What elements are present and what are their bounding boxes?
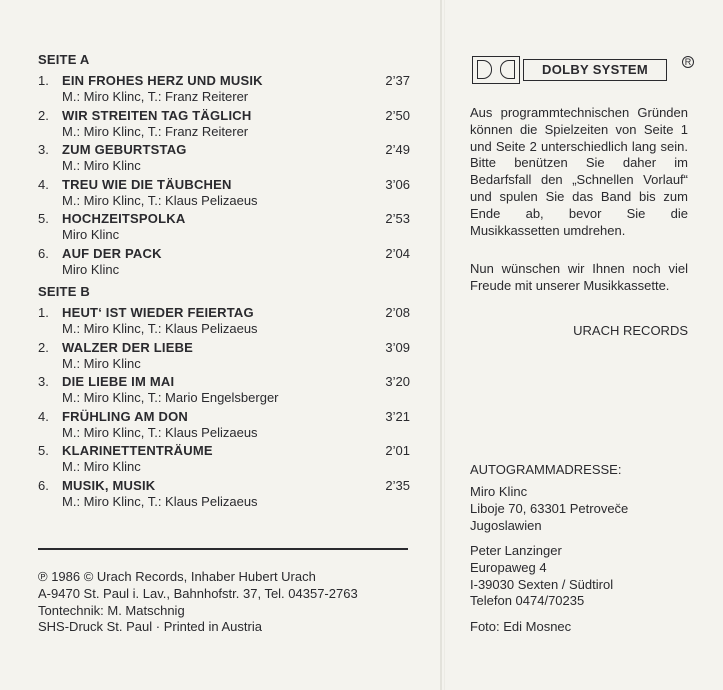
address-line: I-39030 Sexten / Südtirol — [470, 576, 614, 592]
track-row — [38, 374, 410, 409]
track-row — [38, 246, 410, 281]
track-title: DIE LIEBE IM MAI — [62, 374, 175, 389]
track-row — [38, 340, 410, 375]
track-row — [38, 305, 410, 340]
track-duration: 2’37 — [385, 73, 410, 88]
track-number: 3. — [38, 142, 49, 157]
track-title: KLARINETTENTRÄUME — [62, 443, 213, 458]
footer-copyright: ℗ 1986 © Urach Records, Inhaber Hubert Urach — [38, 569, 316, 584]
address-line: Jugoslawien — [470, 517, 542, 533]
track-credit: M.: Miro Klinc, T.: Klaus Pelizaeus — [62, 424, 258, 440]
track-credit: Miro Klinc — [62, 227, 120, 242]
track-credit: M.: Miro Klinc, T.: Mario Engelsberger — [62, 390, 279, 405]
track-duration: 2’53 — [385, 211, 410, 226]
autograph-address-manager — [470, 543, 613, 610]
track-row — [38, 478, 410, 513]
track-number: 4. — [38, 176, 49, 192]
track-row — [38, 409, 410, 444]
track-title: MUSIK, MUSIK — [62, 477, 156, 493]
fold-line-shadow — [444, 0, 445, 690]
track-credit: M.: Miro Klinc, T.: Franz Reiterer — [62, 89, 249, 104]
track-number: 2. — [38, 107, 49, 123]
side-a-tracks — [38, 73, 410, 280]
track-duration: 3’06 — [385, 176, 410, 192]
footer-engineer: Tontechnik: M. Matschnig — [38, 602, 185, 618]
track-credit: M.: Miro Klinc — [62, 158, 141, 173]
playtime-notice: Aus programmtechnischen Gründen können die Spielzeiten von Seite 1 und Seite 2 unterschiedlich lang sein. Bitte benützen Sie daher im Bedarfsfall den „Schnellen Vorlauf“ und spulen Sie das Band bis zum Ende ab, bevor Sie die Musikkassetten umdrehen. — [470, 105, 688, 238]
track-credit: M.: Miro Klinc, T.: Klaus Pelizaeus — [62, 321, 258, 336]
tracklist — [38, 52, 410, 512]
track-number: 5. — [38, 211, 49, 226]
dolby-double-d-icon — [472, 56, 520, 84]
autograph-address-artist — [470, 484, 628, 534]
track-row — [38, 443, 410, 478]
track-number: 1. — [38, 305, 49, 320]
track-number: 3. — [38, 374, 49, 389]
track-row — [38, 211, 410, 246]
address-line: Liboje 70, 63301 Petrovec̆e — [470, 500, 629, 516]
side-a-heading: SEITE A — [38, 52, 90, 67]
track-credit: M.: Miro Klinc — [62, 459, 141, 474]
track-credit: M.: Miro Klinc, T.: Franz Reiterer — [62, 123, 249, 139]
track-number: 2. — [38, 339, 49, 355]
track-duration: 2’04 — [385, 245, 410, 261]
track-title: EIN FROHES HERZ UND MUSIK — [62, 73, 263, 88]
track-duration: 3’20 — [385, 374, 410, 389]
side-b-heading: SEITE B — [38, 284, 90, 299]
photo-credit: Foto: Edi Mosnec — [470, 619, 572, 634]
track-number: 6. — [38, 477, 49, 493]
track-title: HEUT‘ IST WIEDER FEIERTAG — [62, 305, 254, 320]
track-credit: M.: Miro Klinc, T.: Klaus Pelizaeus — [62, 493, 258, 509]
track-number: 4. — [38, 408, 49, 424]
footer-printer: SHS-Druck St. Paul · Printed in Austria — [38, 619, 262, 635]
track-number: 1. — [38, 73, 49, 88]
divider-rule — [38, 548, 408, 550]
dolby-system-label: DOLBY SYSTEM — [523, 59, 667, 81]
track-duration: 3’09 — [385, 339, 410, 355]
track-credit: M.: Miro Klinc — [62, 355, 141, 371]
track-title: WALZER DER LIEBE — [62, 339, 194, 355]
track-duration: 2’08 — [385, 305, 410, 320]
track-number: 5. — [38, 443, 49, 458]
track-title: WIR STREITEN TAG TÄGLICH — [62, 107, 252, 123]
dolby-system-mark — [472, 56, 702, 86]
track-credit: Miro Klinc — [62, 261, 120, 277]
footer-address: A-9470 St. Paul i. Lav., Bahnhofstr. 37, Tel. 04357-2763 — [38, 585, 358, 601]
label-name: URACH RECORDS — [573, 323, 688, 338]
track-row — [38, 108, 410, 143]
track-duration: 2’50 — [385, 107, 410, 123]
registered-icon: R — [682, 56, 694, 68]
footer-credits — [38, 569, 358, 636]
track-title: HOCHZEITSPOLKA — [62, 211, 186, 226]
track-number: 6. — [38, 245, 49, 261]
track-duration: 2’35 — [385, 477, 410, 493]
address-line: Peter Lanzinger — [470, 543, 562, 558]
address-line: Telefon 0474/70235 — [470, 593, 585, 609]
autograph-heading: AUTOGRAMMADRESSE: — [470, 462, 622, 477]
track-title: AUF DER PACK — [62, 245, 162, 261]
track-row — [38, 142, 410, 177]
side-b-tracks — [38, 305, 410, 512]
closing-wish: Nun wünschen wir Ihnen noch viel Freude mit unserer Musikkassette. — [470, 261, 688, 293]
track-title: ZUM GEBURTSTAG — [62, 142, 187, 157]
track-title: FRÜHLING AM DON — [62, 408, 189, 424]
address-line: Europaweg 4 — [470, 559, 547, 575]
fold-line — [440, 0, 442, 690]
track-row — [38, 177, 410, 212]
track-title: TREU WIE DIE TÄUBCHEN — [62, 176, 232, 192]
track-duration: 2’01 — [385, 443, 410, 458]
track-credit: M.: Miro Klinc, T.: Klaus Pelizaeus — [62, 192, 258, 208]
track-row — [38, 73, 410, 108]
address-line: Miro Klinc — [470, 484, 528, 499]
track-duration: 2’49 — [385, 142, 410, 157]
track-duration: 3’21 — [385, 408, 410, 424]
